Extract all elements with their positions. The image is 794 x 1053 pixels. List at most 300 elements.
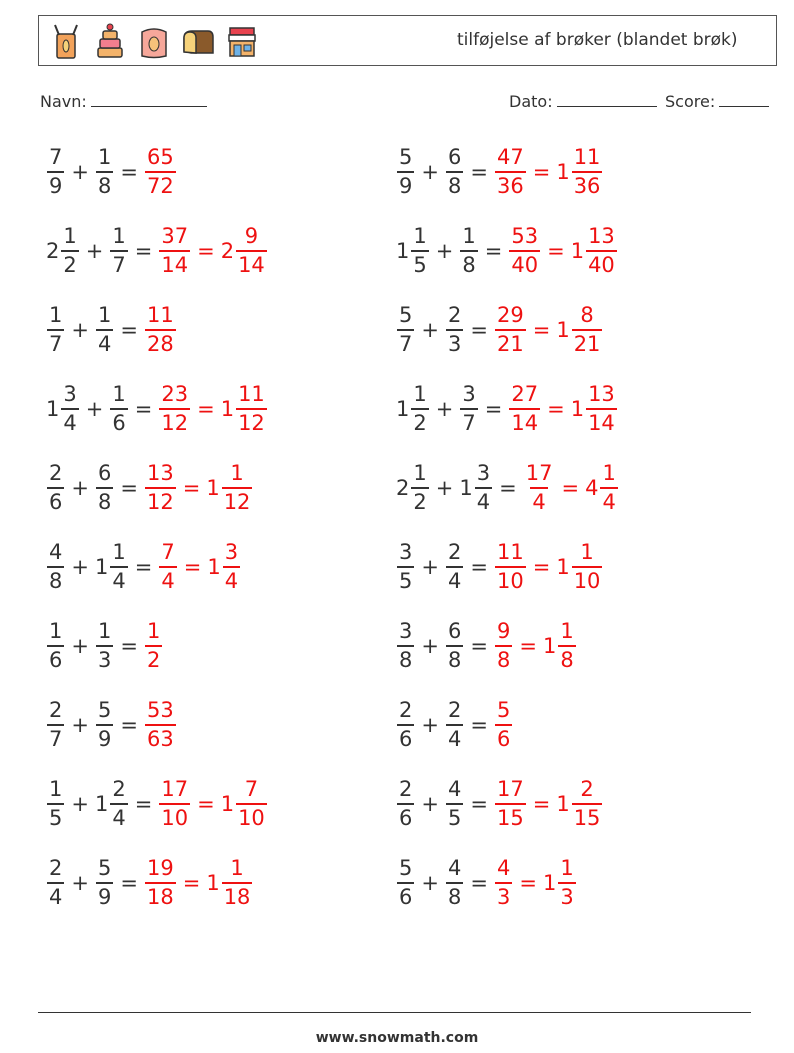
fraction [96,463,113,513]
denominator: 4 [475,487,492,513]
denominator: 10 [159,803,190,829]
denominator: 2 [61,250,78,276]
fraction [47,858,64,908]
denominator: 21 [572,329,603,355]
plus-sign: + [421,318,439,342]
numerator: 17 [496,777,524,801]
answer [494,621,577,671]
answer-fraction [145,305,176,355]
numerator: 1 [580,540,594,564]
numerator: 27 [511,382,539,406]
denominator: 5 [446,803,463,829]
denominator: 8 [47,566,64,592]
fraction [446,305,463,355]
addend-a [46,463,65,513]
fraction [446,858,463,908]
denominator: 3 [96,645,113,671]
denominator: 5 [397,566,414,592]
numerator: 53 [146,698,174,722]
numerator: 11 [496,540,524,564]
denominator: 4 [96,329,113,355]
denominator: 40 [586,250,617,276]
numerator: 4 [49,540,63,564]
numerator: 11 [146,303,174,327]
problem-20 [396,853,577,913]
name-blank[interactable] [91,92,207,107]
addend-b [445,542,464,592]
plus-sign: + [435,397,454,421]
answer-fraction [159,226,190,276]
denominator: 6 [47,645,64,671]
header-box [38,15,777,66]
plus-sign: + [421,634,439,658]
bread-loaf-icon [181,22,215,60]
numerator: 2 [112,777,126,801]
addend-a [396,700,415,750]
plus-sign: + [71,713,89,737]
addend-b [95,147,114,197]
numerator: 1 [112,540,126,564]
whole-number: 1 [542,634,557,658]
fraction [61,384,78,434]
answer [494,858,577,908]
fraction [411,384,428,434]
fraction [572,542,603,592]
answer-equals-sign: = [519,871,537,895]
addend-b [95,858,114,908]
addend-b [95,700,114,750]
denominator: 3 [558,882,575,908]
problem-14 [396,616,577,676]
denominator: 12 [222,487,253,513]
answer-mixed-number [556,147,603,197]
answer [158,542,241,592]
worksheet-title: tilføjelse af brøker (blandet brøk) [457,30,738,50]
equals-sign: = [134,397,153,421]
numerator: 13 [146,461,174,485]
plus-sign: + [435,239,454,263]
equals-sign: = [470,713,488,737]
denominator: 4 [600,487,617,513]
numerator: 1 [97,145,112,169]
denominator: 7 [460,408,477,434]
addend-a [46,384,80,434]
plus-sign: + [85,239,104,263]
plus-sign: + [71,476,89,500]
numerator: 17 [525,461,553,485]
answer [494,305,603,355]
fraction [96,305,113,355]
plus-sign: + [421,792,439,816]
numerator: 3 [63,382,77,406]
answer-fraction [495,147,526,197]
numerator: 4 [447,856,462,880]
denominator: 9 [47,171,64,197]
numerator: 3 [462,382,476,406]
whole-number: 1 [556,160,570,184]
numerator: 8 [580,303,594,327]
numerator: 6 [97,461,112,485]
addend-a [46,226,80,276]
denominator: 4 [223,566,240,592]
equals-sign: = [134,239,153,263]
denominator: 28 [145,329,176,355]
numerator: 3 [399,619,413,643]
whole-number: 1 [220,792,235,816]
denominator: 2 [411,487,428,513]
fraction [96,621,113,671]
plus-sign: + [71,792,89,816]
whole-number: 1 [459,476,473,500]
numerator: 11 [573,145,601,169]
footer-divider [38,1012,751,1013]
equals-sign: = [120,713,138,737]
denominator: 8 [446,645,463,671]
numerator: 5 [399,303,413,327]
numerator: 6 [447,145,462,169]
denominator: 4 [530,487,547,513]
plus-sign: + [71,160,89,184]
addend-b [459,226,478,276]
answer-fraction [495,779,526,829]
fraction [61,226,78,276]
fraction [446,621,463,671]
denominator: 3 [495,882,512,908]
equals-sign: = [470,871,488,895]
answer [144,147,177,197]
numerator: 9 [496,619,511,643]
addend-a [396,226,430,276]
addend-b [95,779,129,829]
numerator: 5 [496,698,511,722]
answer-fraction [159,779,190,829]
denominator: 15 [495,803,526,829]
fraction [47,621,64,671]
fraction [572,305,603,355]
problem-7 [46,379,268,439]
answer [158,384,267,434]
answer [144,858,253,908]
problem-2 [396,142,603,202]
problem-6 [396,300,603,360]
plus-sign: + [421,871,439,895]
addend-b [445,305,464,355]
numerator: 1 [560,856,574,880]
date-blank[interactable] [557,92,657,107]
denominator: 8 [495,645,512,671]
fraction [47,542,64,592]
denominator: 6 [110,408,127,434]
fraction [47,779,64,829]
answer [144,621,163,671]
problem-16 [396,695,513,755]
problem-3 [46,221,268,281]
numerator: 1 [560,619,574,643]
denominator: 6 [47,487,64,513]
answer [523,463,619,513]
addend-b [445,147,464,197]
numerator: 2 [49,461,63,485]
answer [494,700,513,750]
denominator: 5 [411,250,428,276]
numerator: 3 [224,540,239,564]
fraction [397,542,414,592]
denominator: 7 [47,724,64,750]
answer-mixed-number [556,305,603,355]
whole-number: 2 [46,239,60,263]
denominator: 8 [397,645,414,671]
denominator: 4 [110,803,127,829]
addend-a [46,779,65,829]
numerator: 1 [97,303,112,327]
answer-fraction [495,858,512,908]
denominator: 4 [446,724,463,750]
answer-equals-sign: = [197,397,215,421]
answer-equals-sign: = [182,871,201,895]
addend-a [396,384,430,434]
answer [494,779,603,829]
fraction [47,700,64,750]
numerator: 2 [49,698,63,722]
denominator: 6 [397,724,414,750]
fraction [397,779,414,829]
bakery-shop-icon [225,22,259,60]
equals-sign: = [470,318,488,342]
numerator: 1 [230,461,244,485]
numerator: 4 [496,856,511,880]
numerator: 1 [112,382,126,406]
denominator: 10 [236,803,267,829]
denominator: 6 [397,882,414,908]
numerator: 2 [49,856,63,880]
fraction [236,226,267,276]
denominator: 8 [446,882,463,908]
addend-a [46,858,65,908]
numerator: 2 [399,777,413,801]
numerator: 1 [97,619,112,643]
answer-mixed-number [207,542,241,592]
denominator: 40 [509,250,540,276]
problem-17 [46,774,268,834]
problem-11 [46,537,241,597]
plus-sign: + [435,476,454,500]
numerator: 17 [161,777,189,801]
numerator: 2 [399,698,413,722]
denominator: 12 [236,408,267,434]
addend-a [46,147,65,197]
fraction [222,858,253,908]
answer-mixed-number [585,463,619,513]
addend-a [396,463,430,513]
answer-equals-sign: = [197,239,215,263]
flour-sack-icon [137,22,171,60]
denominator: 63 [145,724,176,750]
answer-mixed-number [571,226,618,276]
numerator: 1 [462,224,476,248]
equals-sign: = [499,476,517,500]
numerator: 2 [447,540,462,564]
denominator: 14 [236,250,267,276]
fraction [586,384,617,434]
fraction [460,384,477,434]
plus-sign: + [421,555,439,579]
answer-equals-sign: = [547,239,565,263]
denominator: 14 [159,250,190,276]
denominator: 4 [159,566,176,592]
denominator: 12 [159,408,190,434]
score-field [665,92,769,111]
addend-b [109,226,128,276]
addend-b [109,384,128,434]
fraction [397,305,414,355]
denominator: 36 [495,171,526,197]
denominator: 7 [397,329,414,355]
addend-a [46,542,65,592]
answer-equals-sign: = [561,476,580,500]
addend-a [46,621,65,671]
problem-9 [46,458,253,518]
numerator: 1 [63,224,77,248]
numerator: 1 [146,619,161,643]
denominator: 14 [509,408,540,434]
equals-sign: = [120,160,138,184]
problem-15 [46,695,177,755]
whole-number: 1 [542,871,557,895]
numerator: 1 [602,461,616,485]
addend-b [95,542,129,592]
fraction [411,226,428,276]
numerator: 6 [447,619,462,643]
denominator: 7 [110,250,127,276]
answer-mixed-number [206,858,253,908]
whole-number: 1 [206,476,220,500]
header-icons [49,22,259,60]
fraction [572,147,603,197]
equals-sign: = [120,476,138,500]
equals-sign: = [120,634,138,658]
problem-13 [46,616,163,676]
addend-b [445,621,464,671]
numerator: 9 [244,224,259,248]
fraction [446,147,463,197]
fraction [47,463,64,513]
numerator: 23 [161,382,189,406]
answer-mixed-number [556,779,603,829]
numerator: 3 [399,540,413,564]
denominator: 15 [572,803,603,829]
answer [494,147,603,197]
addend-a [396,621,415,671]
denominator: 8 [96,171,113,197]
fraction [96,858,113,908]
plus-sign: + [421,160,439,184]
problem-10 [396,458,619,518]
answer [144,700,177,750]
denominator: 9 [397,171,414,197]
denominator: 9 [96,882,113,908]
numerator: 5 [97,698,112,722]
fraction [446,700,463,750]
numerator: 3 [476,461,491,485]
equals-sign: = [470,792,488,816]
answer [158,226,267,276]
fraction [558,621,575,671]
numerator: 1 [413,461,427,485]
whole-number: 1 [570,239,585,263]
fraction [397,621,414,671]
equals-sign: = [470,634,488,658]
fraction [222,463,253,513]
numerator: 13 [588,224,615,248]
problem-12 [396,537,603,597]
numerator: 7 [161,540,175,564]
whole-number: 4 [585,476,599,500]
answer [158,779,267,829]
numerator: 7 [244,777,259,801]
answer-fraction [159,384,190,434]
answer [144,305,177,355]
plus-sign: + [421,713,439,737]
date-field [509,92,657,111]
fraction [96,147,113,197]
numerator: 13 [588,382,615,406]
whole-number: 1 [396,239,410,263]
fraction [446,779,463,829]
addend-b [459,384,478,434]
denominator: 10 [495,566,526,592]
numerator: 1 [112,224,126,248]
score-label: Score: [665,92,716,111]
answer-fraction [509,226,540,276]
denominator: 4 [446,566,463,592]
equals-sign: = [120,871,138,895]
date-label: Dato: [509,92,553,111]
fraction [586,226,617,276]
denominator: 4 [110,566,127,592]
whole-number: 1 [556,792,570,816]
whole-number: 1 [94,792,109,816]
problem-19 [46,853,253,913]
numerator: 53 [511,224,539,248]
answer [508,226,617,276]
denominator: 18 [222,882,253,908]
denominator: 10 [572,566,603,592]
addend-b [95,463,114,513]
whole-number: 1 [570,397,585,421]
equals-sign: = [134,792,153,816]
equals-sign: = [470,555,488,579]
footer-url[interactable]: www.snowmath.com [315,1030,479,1046]
numerator: 2 [580,777,594,801]
name-field [40,92,207,111]
name-label: Navn: [40,92,87,111]
answer-fraction [495,621,512,671]
numerator: 1 [413,382,427,406]
answer-fraction [495,305,526,355]
denominator: 8 [446,171,463,197]
answer-fraction [509,384,540,434]
score-blank[interactable] [719,92,769,107]
wheat-jar-icon [49,22,83,60]
denominator: 8 [96,487,113,513]
whole-number: 1 [206,871,220,895]
whole-number: 1 [46,397,60,421]
fraction [475,463,492,513]
layer-cake-icon [93,22,127,60]
equals-sign: = [484,239,503,263]
fraction [397,700,414,750]
numerator: 65 [146,145,174,169]
